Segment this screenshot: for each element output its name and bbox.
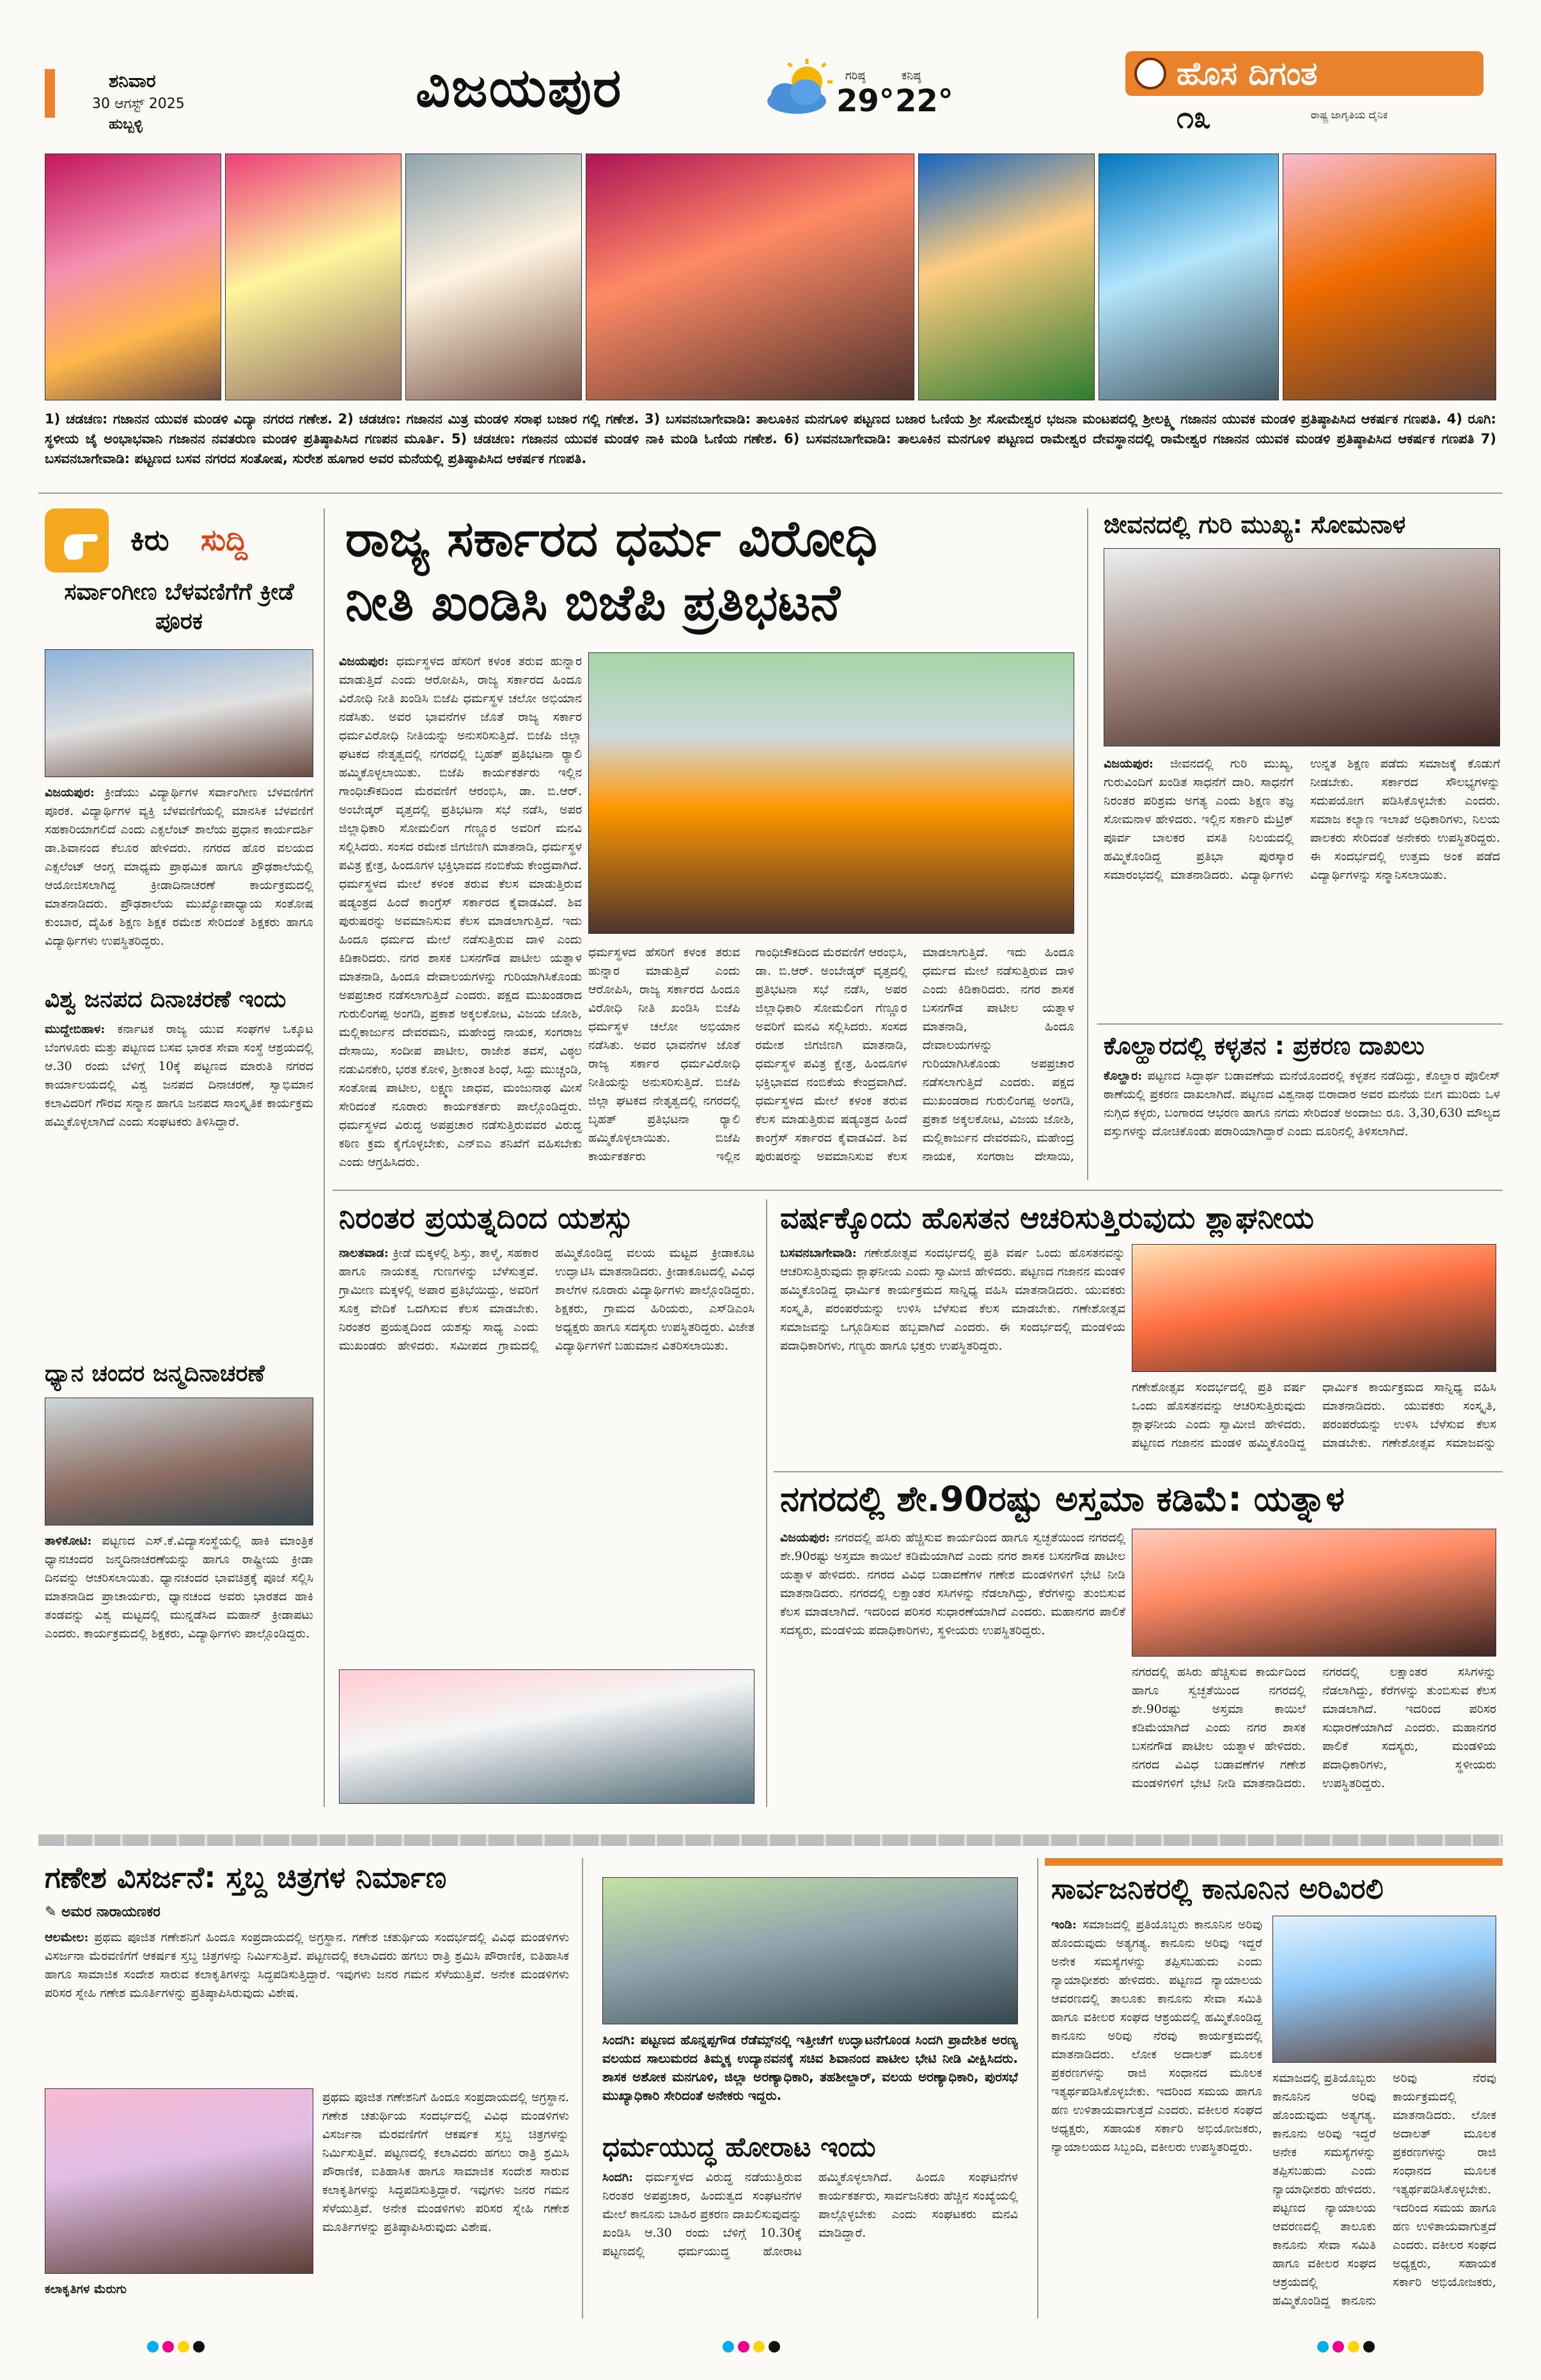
kanoon-story (1045, 1858, 1503, 2319)
kolhar-body-block (1104, 1067, 1500, 1182)
temp-max-label: ಗರಿಷ್ಠ (845, 69, 866, 83)
visarjan-headline: ಗಣೇಶ ವಿಸರ್ಜನೆ: ಸ್ತಬ್ದ ಚಿತ್ರಗಳ ನಿರ್ಮಾಣ (45, 1860, 447, 1895)
divider (774, 1471, 1503, 1472)
paper-logo (1125, 51, 1483, 96)
kolhar-headline: ಕೊಲ್ಹಾರದಲ್ಲಿ ಕಳ್ಳತನ : ಪ್ರಕರಣ ದಾಖಲು (1104, 1032, 1425, 1060)
ganesha-photo-6 (1099, 154, 1279, 400)
main-story-continued (588, 943, 1074, 1177)
sindagi-photo (602, 1877, 1018, 2024)
visarjan-dateline: ಆಲಮೇಲ: (45, 1930, 89, 1944)
divider (1097, 1023, 1503, 1025)
kanoon-photo (1272, 1916, 1496, 2063)
byline-pen-icon: ✎ (45, 1904, 62, 1920)
masthead-date: 30 ಆಗಸ್ಟ್ 2025 (92, 96, 185, 112)
visarjan-body-block (45, 1928, 569, 2082)
varsha-story (774, 1199, 1503, 1468)
temp-min: 22° (895, 83, 953, 119)
main-body-continued: ಧರ್ಮಸ್ಥಳದ ಹೆಸರಿಗೆ ಕಳಂಕ ತರುವ ಹುನ್ನಾರ ಮಾಡುತ್ತಿದೆ ಎಂದು ಆರೋಪಿಸಿ, ರಾಜ್ಯ ಸರ್ಕಾರದ ಹಿಂದೂ ವಿರೋಧಿ ನೀತಿ ಖಂಡಿಸಿ ಬಿಜೆಪಿ ಧರ್ಮಸ್ಥಳ ಚಲೋ ಅಭಿಯಾನ ನಡೆಸಿತು. ಅವರ ಭಾವನೆಗಳ ಜೊತೆ ರಾಜ್ಯ ಸರ್ಕಾರ ಧರ್ಮವಿರೋಧಿ ನೀತಿಯನ್ನು ಅನುಸರಿಸುತ್ತಿದೆ. ಬಿಜೆಪಿ ಜಿಲ್ಲಾ ಘಟಕದ ನೇತೃತ್ವದಲ್ಲಿ ನಗರದಲ್ಲಿ ಬೃಹತ್ ಪ್ರತಿಭಟನಾ ರ್‍ಯಾಲಿ ಹಮ್ಮಿಕೊಳ್ಳಲಾಯಿತು. ಬಿಜೆಪಿ ಕಾರ್ಯಕರ್ತರು ಇಲ್ಲಿನ ಗಾಂಧಿಚೌಕದಿಂದ ಮೆರವಣಿಗೆ ಆರಂಭಿಸಿ, ಡಾ. ಬಿ.ಆರ್. ಅಂಬೇಡ್ಕರ್ ವೃತ್ತದಲ್ಲಿ ಪ್ರತಿಭಟನಾ ಸಭೆ ನಡೆಸಿ, ಅಪರ ಜಿಲ್ಲಾಧಿಕಾರಿ ಸೋಮಲಿಂಗ ಗೆಣ್ಣೂರ ಅವರಿಗೆ ಮನವಿ ಸಲ್ಲಿಸಿದರು. ಸಂಸದ ರಮೇಶ ಜಿಗಜಿಣಗಿ ಮಾತನಾಡಿ, ಧರ್ಮಸ್ಥಳ ಪವಿತ್ರ ಕ್ಷೇತ್ರ, ಹಿಂದೂಗಳ ಭಕ್ತಿಭಾವದ ನಂಬಿಕೆಯ ಕೇಂದ್ರವಾಗಿದೆ. ಧರ್ಮಸ್ಥಳದ ಮೇಲೆ ಕಳಂಕ ತರುವ ಕೆಲಸ ಮಾಡುತ್ತಿರುವ ಷಡ್ಯಂತ್ರದ ಹಿಂದೆ ಕಾಂಗ್ರೆಸ್ ಸರ್ಕಾರದ ಕೈವಾಡವಿದೆ. ಶಿವ ಪುರುಷರನ್ನು ಅವಮಾನಿಸುವ ಕೆಲಸ ಮಾಡಲಾಗುತ್ತಿದೆ. ಇದು ಹಿಂದೂ ಧರ್ಮದ ಮೇಲೆ ನಡೆಸುತ್ತಿರುವ ದಾಳಿ ಎಂದು ಕಿಡಿಕಾರಿದರು. ನಗರ ಶಾಸಕ ಬಸನಗೌಡ ಪಾಟೀಲ ಯತ್ನಾಳ ಮಾತನಾಡಿ, ಹಿಂದೂ ದೇವಾಲಯಗಳನ್ನು ಗುರಿಯಾಗಿಸಿಕೊಂಡು ಅಪಪ್ರಚಾರ ನಡೆಸಲಾಗುತ್ತಿದೆ ಎಂದರು. ಪಕ್ಷದ ಮುಖಂಡರಾದ ಗುರುಲಿಂಗಪ್ಪ ಅಂಗಡಿ, ಪ್ರಕಾಶ ಅಕ್ಕಲಕೋಟ, ವಿಜಯ ಜೋಶಿ, ಮಲ್ಲಿಕಾರ್ಜುನ ದೇವರಮನಿ, ಮಹೇಂದ್ರ ನಾಯಕ, ಸಂಗರಾಜ ದೇಸಾಯಿ, (588, 945, 1074, 1163)
jeevan-body: ಜೀವನದಲ್ಲಿ ಗುರಿ ಮುಖ್ಯ, ಗುರುವಿಂದಿಗೆ ಖಂಡಿತ ಸಾಧನೆಗೆ ದಾರಿ. ಸಾಧನೆಗೆ ನಿರಂತರ ಪರಿಶ್ರಮ ಅಗತ್ಯ ಎಂದು ಶಿಕ್ಷಣ ತಜ್ಞ ಸೋಮನಾಳ ಹೇಳಿದರು. ಇಲ್ಲಿನ ಸರ್ಕಾರಿ ಮೆಟ್ರಿಕ್ ಪೂರ್ವ ಬಾಲಕರ ವಸತಿ ನಿಲಯದಲ್ಲಿ ಹಮ್ಮಿಕೊಂಡಿದ್ದ ಪ್ರತಿಭಾ ಪುರಸ್ಕಾರ ಸಮಾರಂಭದಲ್ಲಿ ಮಾತನಾಡಿದರು. ವಿದ್ಯಾರ್ಥಿಗಳು ಉನ್ನತ ಶಿಕ್ಷಣ ಪಡೆದು ಸಮಾಜಕ್ಕೆ ಕೊಡುಗೆ ನೀಡಬೇಕು. ಸರ್ಕಾರದ ಸೌಲಭ್ಯಗಳನ್ನು ಸದುಪಯೋಗ ಪಡಿಸಿಕೊಳ್ಳಬೇಕು ಎಂದರು. ಸಮಾಜ ಕಲ್ಯಾಣ ಇಲಾಖೆ ಅಧಿಕಾರಿಗಳು, ನಿಲಯ ಪಾಲಕರು ಸೇರಿದಂತೆ ಅನೇಕರು ಉಪಸ್ಥಿತರಿದ್ದರು. ಈ ಸಂದರ್ಭದಲ್ಲಿ ಉತ್ತಮ ಅಂಕ ಪಡೆದ ವಿದ್ಯಾರ್ಥಿಗಳನ್ನು ಸನ್ಮಾನಿಸಲಾಯಿತು. (1104, 757, 1500, 882)
kanoon-accent-bar (1045, 1858, 1503, 1866)
sindagi-body: ಧರ್ಮಸ್ಥಳದ ವಿರುದ್ಧ ನಡೆಯುತ್ತಿರುವ ನಿರಂತರ ಅಪಪ್ರಚಾರ, ಹಿಂದುತ್ವದ ಸಂಘಟನೆಗಳ ಮೇಲೆ ಕಾನೂನು ಬಾಹಿರ ಪ್ರಕರಣ ದಾಖಲಿಸುವುದನ್ನು ಖಂಡಿಸಿ ಆ.30 ರಂದು ಬೆಳಿಗ್ಗೆ 10.30ಕ್ಕೆ ಪಟ್ಟಣದಲ್ಲಿ ಧರ್ಮಯುದ್ಧ ಹೋರಾಟ ಹಮ್ಮಿಕೊಳ್ಳಲಾಗಿದೆ. ಹಿಂದೂ ಸಂಘಟನೆಗಳ ಕಾರ್ಯಕರ್ತರು, ಸಾರ್ವಜನಿಕರು ಹೆಚ್ಚಿನ ಸಂಖ್ಯೆಯಲ್ಲಿ ಪಾಲ್ಗೊಳ್ಳಬೇಕು ಎಂದು ಸಂಘಟಕರು ಮನವಿ ಮಾಡಿದ್ದಾರೆ. (602, 2170, 1018, 2258)
temp-min-label: ಕನಿಷ್ಠ (902, 69, 921, 83)
ganesha-photo-4 (586, 154, 914, 400)
kiru-photo-1 (45, 649, 313, 777)
varsha-headline: ವರ್ಷಕ್ಕೊಂದು ಹೊಸತನ ಆಚರಿಸುತ್ತಿರುವುದು ಶ್ಲಾಘನೀಯ (780, 1201, 1314, 1235)
bottom-band-rule (38, 1834, 1503, 1846)
paper-tagline: ರಾಷ್ಟ್ರ ಜಾಗೃತಿಯ ದೈನಿಕ (1311, 109, 1388, 121)
kiru-body-1: ಕ್ರೀಡೆಯು ವಿದ್ಯಾರ್ಥಿಗಳ ಸರ್ವಾಂಗೀಣ ಬೆಳವಣಿಗೆಗೆ ಪೂರಕ. ವಿದ್ಯಾರ್ಥಿಗಳ ವ್ಯಕ್ತಿ ಬೆಳವಣಿಗೆಯಲ್ಲಿ ಮಾನಸಿಕ ಬೆಳವಣಿಗೆ ಸಹಕಾರಿಯಾಗಲಿದೆ ಎಂದು ಎಕ್ಸಲೆಂಟ್ ಶಾಲೆಯ ಪ್ರಧಾನ ಕಾರ್ಯದರ್ಶಿ ಡಾ.ಶಿವಾನಂದ ಕೆಲೂರ ಹೇಳಿದರು. ನಗರದ ಹೊರ ವಲಯದ ಎಕ್ಸಲೆಂಟ್ ಆಂಗ್ಲ ಮಾಧ್ಯಮ ಪ್ರಾಥಮಿಕ ಹಾಗೂ ಪ್ರೌಢಶಾಲೆಯಲ್ಲಿ ಆಯೋಜಿಸಲಾಗಿದ್ದ ಕ್ರೀಡಾದಿನಾಚರಣೆ ಕಾರ್ಯಕ್ರಮದಲ್ಲಿ ಮಾತನಾಡಿದರು. ಪ್ರೌಢಶಾಲೆಯ ಮುಖ್ಯೋಪಾಧ್ಯಾಯ ಸಂತೋಷ ಕುಂಬಾರ, ದೈಹಿಕ ಶಿಕ್ಷಣ ಶಿಕ್ಷಕ ರಮೇಶ ಸೇರಿದಂತೆ ಶಿಕ್ಷಕರು ಹಾಗೂ ವಿದ್ಯಾರ್ಥಿಗಳು ಉಪಸ್ಥಿತರಿದ್ದರು. (45, 785, 313, 948)
temp-max: 29° (836, 83, 895, 119)
ganesha-photo-1 (45, 154, 221, 400)
nagara-body-continued (1132, 1663, 1496, 1807)
masthead-edition: ಹುಬ್ಬಳ್ಳಿ (109, 116, 143, 132)
main-headline-line-2: ನೀತಿ ಖಂಡಿಸಿ ಬಿಜೆಪಿ ಪ್ರತಿಭಟನೆ (345, 574, 840, 632)
hand-pointing-icon (45, 508, 109, 572)
visarjan-body-2: ಪ್ರಥಮ ಪೂಜಿತ ಗಣೇಶನಿಗೆ ಹಿಂದೂ ಸಂಪ್ರದಾಯದಲ್ಲಿ ಅಗ್ರಸ್ಥಾನ. ಗಣೇಶ ಚತುರ್ಥಿಯ ಸಂದರ್ಭದಲ್ಲಿ ವಿವಿಧ ಮಂಡಳಿಗಳು ವಿಸರ್ಜನಾ ಮೆರವಣಿಗೆಗೆ ಆಕರ್ಷಕ ಸ್ತಬ್ದ ಚಿತ್ರಗಳನ್ನು ನಿರ್ಮಿಸುತ್ತಿವೆ. ಪಟ್ಟಣದಲ್ಲಿ ಕಲಾವಿದರು ಹಗಲು ರಾತ್ರಿ ಶ್ರಮಿಸಿ ಪೌರಾಣಿಕ, ಐತಿಹಾಸಿಕ ಹಾಗೂ ಸಾಮಾಜಿಕ ಸಂದೇಶ ಸಾರುವ ಕಲಾಕೃತಿಗಳನ್ನು ಸಿದ್ಧಪಡಿಸುತ್ತಿದ್ದಾರೆ. ಇವುಗಳು ಜನರ ಗಮನ ಸೆಳೆಯುತ್ತಿವೆ. ಅನೇಕ ಮಂಡಳಿಗಳು ಪರಿಸರ ಸ್ನೇಹಿ ಗಣೇಶ ಮೂರ್ತಿಗಳನ್ನು ಪ್ರತಿಷ್ಠಾಪಿಸಿರುವುದು ವಿಶೇಷ. (322, 2090, 569, 2234)
nagara-dateline: ವಿಜಯಪುರ: (780, 1531, 830, 1545)
niranthara-headline: ನಿರಂತರ ಪ್ರಯತ್ನದಿಂದ ಯಶಸ್ಸು (339, 1201, 634, 1235)
divider (1087, 508, 1088, 1180)
masthead-day: ಶನಿವಾರ (109, 70, 156, 91)
niranthara-photo (339, 1669, 755, 1804)
jeevan-dateline: ವಿಜಯಪುರ: (1104, 757, 1154, 771)
jeevan-body-block (1104, 755, 1500, 1017)
jeevan-story (1097, 508, 1503, 1020)
niranthara-body: ಕ್ರೀಡೆ ಮಕ್ಕಳಲ್ಲಿ ಶಿಸ್ತು, ತಾಳ್ಮೆ, ಸಹಕಾರ ಹಾಗೂ ನಾಯಕತ್ವ ಗುಣಗಳನ್ನು ಬೆಳೆಸುತ್ತವೆ. ಗ್ರಾಮೀಣ ಮಕ್ಕಳಲ್ಲಿ ಅಪಾರ ಪ್ರತಿಭೆಯಿದ್ದು, ಅವರಿಗೆ ಸೂಕ್ತ ವೇದಿಕೆ ಒದಗಿಸುವ ಕೆಲಸ ಮಾಡಬೇಕು. ನಿರಂತರ ಪ್ರಯತ್ನದಿಂದ ಯಶಸ್ಸು ಸಾಧ್ಯ ಎಂದು ಮುಖಂಡರು ಹೇಳಿದರು. ಸಮೀಪದ ಗ್ರಾಮದಲ್ಲಿ ಹಮ್ಮಿಕೊಂಡಿದ್ದ ವಲಯ ಮಟ್ಟದ ಕ್ರೀಡಾಕೂಟ ಉದ್ಘಾಟಿಸಿ ಮಾತನಾಡಿದರು. ಕ್ರೀಡಾಕೂಟದಲ್ಲಿ ವಿವಿಧ ಶಾಲೆಗಳ ನೂರಾರು ವಿದ್ಯಾರ್ಥಿಗಳು ಪಾಲ್ಗೊಂಡಿದ್ದರು. ಶಿಕ್ಷಕರು, ಗ್ರಾಮದ ಹಿರಿಯರು, ಎಸ್‌ಡಿಎಂಸಿ ಅಧ್ಯಕ್ಷರು ಹಾಗೂ ಸದಸ್ಯರು ಉಪಸ್ಥಿತರಿದ್ದರು. ವಿಜೇತ ವಿದ್ಯಾರ್ಥಿಗಳಿಗೆ ಬಹುಮಾನ ವಿತರಿಸಲಾಯಿತು. (339, 1246, 755, 1353)
kiru-story-3 (45, 1532, 313, 1807)
kolhar-story (1097, 1030, 1503, 1183)
main-protest-photo (588, 652, 1074, 934)
page-number: ೧೩ (1177, 100, 1211, 136)
niranthara-body-block (339, 1244, 755, 1660)
kiru-logo-text-a: ಕಿರು (130, 523, 169, 557)
main-story (332, 508, 1081, 1180)
sindagi-body-block (602, 2168, 1018, 2315)
kanoon-body-continued (1272, 2069, 1496, 2315)
paper-name: ಹೊಸ ದಿಗಂತ (1177, 55, 1318, 92)
sindagi-dateline: ಸಿಂದಗಿ: (602, 2170, 634, 2184)
ganesha-caption: 1) ಚಡಚಣ: ಗಜಾನನ ಯುವಕ ಮಂಡಳಿ ವಿದ್ಯಾ ನಗರದ ಗಣೇಶ. 2) ಚಡಚಣ: ಗಜಾನನ ಮಿತ್ರ ಮಂಡಳಿ ಸರಾಫ ಬಜಾರ ಗಲ್ಲಿ ಗಣೇಶ. 3) ಬಸವನಬಾಗೇವಾಡಿ: ತಾಲೂಕಿನ ಮನಗೂಳಿ ಪಟ್ಟಣದ ಬಜಾರ ಓಣಿಯ ಶ್ರೀ ಸೋಮೇಶ್ವರ ಭಜನಾ ಮಂಟಪದಲ್ಲಿ ಶ್ರೀಲಕ್ಷ್ಮಿ ಗಜಾನನ ಯುವಕ ಮಂಡಳಿ ಪ್ರತಿಷ್ಠಾಪಿಸಿದ ಆಕರ್ಷಕ ಗಣಪತಿ. 4) ರೂಗಿ: ಸ್ಥಳೀಯ ಜೈ ಅಂಭಾಭವಾನಿ ಗಜಾನನ ನವತರುಣ ಮಂಡಳಿ ಪ್ರತಿಷ್ಠಾಪಿಸಿದ ಗಣಪನ ಮೂರ್ತಿ. 5) ಚಡಚಣ: ಗಜಾನನ ಯುವಕ ಮಂಡಳಿ ನಾಕಿ ಮಂಡಿ ಓಣಿಯ ಗಣೇಶ. 6) ಬಸವನಬಾಗೇವಾಡಿ: ತಾಲೂಕಿನ ಮನಗೂಳಿ ಪಟ್ಟಣದ ರಾಮೇಶ್ವರ ದೇವಸ್ಥಾನದಲ್ಲಿ ರಾಮೇಶ್ವರ ಗಜಾನನ ಯುವಕ ಮಂಡಳಿ ಪ್ರತಿಷ್ಠಾಪಿಸಿದ ಆಕರ್ಷಕ ಗಣಪತಿ 7) ಬಸವನಬಾಗೇವಾಡಿ: ಪಟ್ಟಣದ ಬಸವ ನಗರದ ಸಂತೋಷ, ಸುರೇಶ ಹೂಗಾರ ಅವರ ಮನೆಯಲ್ಲಿ ಪ್ರತಿಷ್ಠಾಪಿಸಿದ ಆಕರ್ಷಕ ಗಣಪತಿ. (45, 411, 1496, 466)
visarjan-photo-caption-block (45, 2280, 313, 2316)
ganesha-photo-5 (918, 154, 1095, 400)
varsha-body-block (780, 1244, 1125, 1465)
varsha-body-continued (1132, 1378, 1496, 1465)
kolhar-dateline: ಕೊಲ್ಹಾರ: (1104, 1069, 1143, 1083)
kanoon-body-block (1051, 1916, 1262, 2315)
kiru-photo-3 (45, 1398, 313, 1525)
kiru-headline-3: ಧ್ಯಾನ ಚಂದರ ಜನ್ಮದಿನಾಚರಣೆ (45, 1360, 265, 1387)
ganesha-photo-2 (225, 154, 402, 400)
kiru-dateline-3: ತಾಳಿಕೋಟಿ: (45, 1534, 92, 1548)
paper-logo-emblem-icon (1134, 58, 1166, 90)
varsha-photo (1132, 1244, 1496, 1372)
visarjan-photo-caption: ಕಲಾಕೃತಿಗಳ ಮೆರುಗು (45, 2282, 127, 2296)
visarjan-byline-name: ಅಮರ ನಾರಾಯಣಕರ (61, 1904, 160, 1920)
kiru-body-3: ಪಟ್ಟಣದ ಎಸ್.ಕೆ.ವಿದ್ಯಾಸಂಸ್ಥೆಯಲ್ಲಿ ಹಾಕಿ ಮಾಂತ್ರಿಕ ಧ್ಯಾನಚಂದರ ಜನ್ಮದಿನಾಚರಣೆಯನ್ನು ಹಾಗೂ ರಾಷ್ಟ್ರೀಯ ಕ್ರೀಡಾ ದಿನವನ್ನು ಆಚರಿಸಲಾಯಿತು. ಧ್ಯಾನಚಂದರ ಭಾವಚಿತ್ರಕ್ಕೆ ಪೂಜೆ ಸಲ್ಲಿಸಿ ಮಾತನಾಡಿದ ಪ್ರಾಚಾರ್ಯರು, ಧ್ಯಾನಚಂದ ಅವರು ಭಾರತದ ಹಾಕಿ ತಂಡವನ್ನು ವಿಶ್ವ ಮಟ್ಟದಲ್ಲಿ ಮುನ್ನಡೆಸಿದ ಮಹಾನ್ ಕ್ರೀಡಾಪಟು ಎಂದರು. ಕಾರ್ಯಕ್ರಮದಲ್ಲಿ ಶಿಕ್ಷಕರು, ವಿದ್ಯಾರ್ಥಿಗಳು ಪಾಲ್ಗೊಂಡಿದ್ದರು. (45, 1534, 313, 1641)
nagara-body-block (780, 1529, 1125, 1807)
kiru-headline-2: ವಿಶ್ವ ಜನಪದ ದಿನಾಚರಣೆ ಇಂದು (45, 986, 286, 1013)
sindagi-headline: ಧರ್ಮಯುದ್ಧ ಹೋರಾಟ ಇಂದು (602, 2131, 876, 2163)
kanoon-body-2: ಸಮಾಜದಲ್ಲಿ ಪ್ರತಿಯೊಬ್ಬರು ಕಾನೂನಿನ ಅರಿವು ಹೊಂದುವುದು ಅತ್ಯಗತ್ಯ. ಕಾನೂನು ಅರಿವು ಇದ್ದರೆ ಅನೇಕ ಸಮಸ್ಯೆಗಳನ್ನು ತಪ್ಪಿಸಬಹುದು ಎಂದು ನ್ಯಾಯಾಧೀಶರು ಹೇಳಿದರು. ಪಟ್ಟಣದ ನ್ಯಾಯಾಲಯ ಆವರಣದಲ್ಲಿ ತಾಲೂಕು ಕಾನೂನು ಸೇವಾ ಸಮಿತಿ ಹಾಗೂ ವಕೀಲರ ಸಂಘದ ಆಶ್ರಯದಲ್ಲಿ ಹಮ್ಮಿಕೊಂಡಿದ್ದ ಕಾನೂನು ಅರಿವು ನೆರವು ಕಾರ್ಯಕ್ರಮದಲ್ಲಿ ಮಾತನಾಡಿದರು. ಲೋಕ ಅದಾಲತ್ ಮೂಲಕ ಪ್ರಕರಣಗಳನ್ನು ರಾಜಿ ಸಂಧಾನದ ಮೂಲಕ ಇತ್ಯರ್ಥಪಡಿಸಿಕೊಳ್ಳಬೇಕು. ಇದರಿಂದ ಸಮಯ ಹಾಗೂ ಹಣ ಉಳಿತಾಯವಾಗುತ್ತದೆ ಎಂದರು. ವಕೀಲರ ಸಂಘದ ಅಧ್ಯಕ್ಷರು, ಸಹಾಯಕ ಸರ್ಕಾರಿ ಅಭಿಯೋಜಕರು, (1272, 2071, 1496, 2308)
ganesha-photo-3 (405, 154, 582, 400)
kiru-suddi-column (38, 508, 320, 1810)
kiru-dateline-2: ಮುದ್ದೇಬಿಹಾಳ: (45, 1022, 106, 1036)
main-headline-line-1: ರಾಜ್ಯ ಸರ್ಕಾರದ ಧರ್ಮ ವಿರೋಧಿ (345, 510, 877, 568)
visarjan-body-continued (322, 2088, 569, 2315)
sindagi-story (590, 1858, 1031, 2319)
main-dateline: ವಿಜಯಪುರ: (339, 654, 389, 668)
varsha-body: ಗಣೇಶೋತ್ಸವ ಸಂದರ್ಭದಲ್ಲಿ ಪ್ರತಿ ವರ್ಷ ಒಂದು ಹೊಸತನವನ್ನು ಆಚರಿಸುತ್ತಿರುವುದು ಶ್ಲಾಘನೀಯ ಎಂದು ಸ್ವಾಮೀಜಿ ಹೇಳಿದರು. ಪಟ್ಟಣದ ಗಜಾನನ ಮಂಡಳಿ ಹಮ್ಮಿಕೊಂಡಿದ್ದ ಧಾರ್ಮಿಕ ಕಾರ್ಯಕ್ರಮದ ಸಾನ್ನಿಧ್ಯ ವಹಿಸಿ ಮಾತನಾಡಿದರು. ಯುವಕರು ಸಂಸ್ಕೃತಿ, ಪರಂಪರೆಯನ್ನು ಉಳಿಸಿ ಬೆಳೆಸುವ ಕೆಲಸ ಮಾಡಬೇಕು. ಗಣೇಶೋತ್ಸವ ಸಮಾಜವನ್ನು ಒಗ್ಗೂಡಿಸುವ ಹಬ್ಬವಾಗಿದೆ ಎಂದರು. ಈ ಸಂದರ್ಭದಲ್ಲಿ ಮಂಡಳಿಯ ಪದಾಧಿಕಾರಿಗಳು, ಗಣ್ಯರು ಹಾಗೂ ಭಕ್ತರು ಉಪಸ್ಥಿತರಿದ್ದರು. (780, 1246, 1125, 1353)
visarjan-photo (45, 2088, 313, 2274)
niranthara-dateline: ನಾಲತವಾಡ: (339, 1246, 389, 1260)
divider (332, 1190, 1503, 1191)
divider (38, 493, 1503, 494)
divider (582, 1858, 583, 2319)
kanoon-body: ಸಮಾಜದಲ್ಲಿ ಪ್ರತಿಯೊಬ್ಬರು ಕಾನೂನಿನ ಅರಿವು ಹೊಂದುವುದು ಅತ್ಯಗತ್ಯ. ಕಾನೂನು ಅರಿವು ಇದ್ದರೆ ಅನೇಕ ಸಮಸ್ಯೆಗಳನ್ನು ತಪ್ಪಿಸಬಹುದು ಎಂದು ನ್ಯಾಯಾಧೀಶರು ಹೇಳಿದರು. ಪಟ್ಟಣದ ನ್ಯಾಯಾಲಯ ಆವರಣದಲ್ಲಿ ತಾಲೂಕು ಕಾನೂನು ಸೇವಾ ಸಮಿತಿ ಹಾಗೂ ವಕೀಲರ ಸಂಘದ ಆಶ್ರಯದಲ್ಲಿ ಹಮ್ಮಿಕೊಂಡಿದ್ದ ಕಾನೂನು ಅರಿವು ನೆರವು ಕಾರ್ಯಕ್ರಮದಲ್ಲಿ ಮಾತನಾಡಿದರು. ಲೋಕ ಅದಾಲತ್ ಮೂಲಕ ಪ್ರಕರಣಗಳನ್ನು ರಾಜಿ ಸಂಧಾನದ ಮೂಲಕ ಇತ್ಯರ್ಥಪಡಿಸಿಕೊಳ್ಳಬೇಕು. ಇದರಿಂದ ಸಮಯ ಹಾಗೂ ಹಣ ಉಳಿತಾಯವಾಗುತ್ತದೆ ಎಂದರು. ವಕೀಲರ ಸಂಘದ ಅಧ್ಯಕ್ಷರು, ಸಹಾಯಕ ಸರ್ಕಾರಿ ಅಭಿಯೋಜಕರು, ನ್ಯಾಯಾಲಯದ ಸಿಬ್ಬಂದಿ, ವಕೀಲರು ಉಪಸ್ಥಿತರಿದ್ದರು. (1051, 1918, 1262, 2154)
divider (1037, 1858, 1038, 2319)
kiru-story-2 (45, 1020, 313, 1378)
jeevan-headline: ಜೀವನದಲ್ಲಿ ಗುರಿ ಮುಖ್ಯ: ಸೋಮನಾಳ (1104, 510, 1406, 539)
masthead-city: ವಿಜಯಪುರ (416, 56, 623, 119)
masthead-accent-bar (45, 69, 55, 118)
kiru-dateline-1: ವಿಜಯಪುರ: (45, 785, 95, 800)
varsha-dateline: ಬಸವನಬಾಗೇವಾಡಿ: (780, 1246, 857, 1260)
kanoon-dateline: ಇಂಡಿ: (1051, 1918, 1077, 1932)
varsha-body-2: ಗಣೇಶೋತ್ಸವ ಸಂದರ್ಭದಲ್ಲಿ ಪ್ರತಿ ವರ್ಷ ಒಂದು ಹೊಸತನವನ್ನು ಆಚರಿಸುತ್ತಿರುವುದು ಶ್ಲಾಘನೀಯ ಎಂದು ಸ್ವಾಮೀಜಿ ಹೇಳಿದರು. ಪಟ್ಟಣದ ಗಜಾನನ ಮಂಡಳಿ ಹಮ್ಮಿಕೊಂಡಿದ್ದ ಧಾರ್ಮಿಕ ಕಾರ್ಯಕ್ರಮದ ಸಾನ್ನಿಧ್ಯ ವಹಿಸಿ ಮಾತನಾಡಿದರು. ಯುವಕರು ಸಂಸ್ಕೃತಿ, ಪರಂಪರೆಯನ್ನು ಉಳಿಸಿ ಬೆಳೆಸುವ ಕೆಲಸ ಮಾಡಬೇಕು. ಗಣೇಶೋತ್ಸವ ಸಮಾಜವನ್ನು (1132, 1380, 1496, 1450)
divider (766, 1199, 767, 1807)
main-story-lead (339, 652, 582, 1177)
nagara-photo (1132, 1529, 1496, 1657)
nagara-headline: ನಗರದಲ್ಲಿ ಶೇ.90ರಷ್ಟು ಅಸ್ತಮಾ ಕಡಿಮೆ: ಯತ್ನಾಳ (780, 1479, 1345, 1519)
nagara-body: ನಗರದಲ್ಲಿ ಹಸಿರು ಹೆಚ್ಚಿಸುವ ಕಾರ್ಯದಿಂದ ಹಾಗೂ ಸ್ವಚ್ಛತೆಯಿಂದ ನಗರದಲ್ಲಿ ಶೇ.90ರಷ್ಟು ಅಸ್ತಮಾ ಕಾಯಿಲೆ ಕಡಿಮೆಯಾಗಿದೆ ಎಂದು ನಗರ ಶಾಸಕ ಬಸನಗೌಡ ಪಾಟೀಲ ಯತ್ನಾಳ ಹೇಳಿದರು. ನಗರದ ವಿವಿಧ ಬಡಾವಣೆಗಳ ಗಣೇಶ ಮಂಡಳಿಗಳಿಗೆ ಭೇಟಿ ನೀಡಿ ಮಾತನಾಡಿದರು. ನಗರದಲ್ಲಿ ಲಕ್ಷಾಂತರ ಸಸಿಗಳನ್ನು ನೆಡಲಾಗಿದ್ದು, ಕೆರೆಗಳನ್ನು ತುಂಬಿಸುವ ಕೆಲಸ ಮಾಡಲಾಗಿದೆ. ಇದರಿಂದ ಪರಿಸರ ಸುಧಾರಣೆಯಾಗಿದೆ ಎಂದರು. ಮಹಾನಗರ ಪಾಲಿಕೆ ಸದಸ್ಯರು, ಮಂಡಳಿಯ ಪದಾಧಿಕಾರಿಗಳು, ಸ್ಥಳೀಯರು ಉಪಸ್ಥಿತರಿದ್ದರು. (780, 1531, 1125, 1637)
kiru-story-1 (45, 784, 313, 975)
visarjan-byline (45, 1904, 160, 1920)
registration-marks-left (147, 2341, 208, 2355)
kanoon-headline: ಸಾರ್ವಜನಿಕರಲ್ಲಿ ಕಾನೂನಿನ ಅರಿವಿರಲಿ (1051, 1873, 1384, 1905)
kiru-headline-1: ಸರ್ವಾಂಗೀಣ ಬೆಳವಣಿಗೆಗೆ ಕ್ರೀಡೆ ಪೂರಕ (64, 579, 294, 634)
ganesha-photo-7 (1283, 154, 1496, 400)
masthead (38, 38, 1503, 134)
nagara-story (774, 1478, 1503, 1810)
registration-marks-right (1317, 2341, 1379, 2355)
divider (324, 508, 325, 1807)
niranthara-story (332, 1199, 761, 1807)
main-body: ಧರ್ಮಸ್ಥಳದ ಹೆಸರಿಗೆ ಕಳಂಕ ತರುವ ಹುನ್ನಾರ ಮಾಡುತ್ತಿದೆ ಎಂದು ಆರೋಪಿಸಿ, ರಾಜ್ಯ ಸರ್ಕಾರದ ಹಿಂದೂ ವಿರೋಧಿ ನೀತಿ ಖಂಡಿಸಿ ಬಿಜೆಪಿ ಧರ್ಮಸ್ಥಳ ಚಲೋ ಅಭಿಯಾನ ನಡೆಸಿತು. ಅವರ ಭಾವನೆಗಳ ಜೊತೆ ರಾಜ್ಯ ಸರ್ಕಾರ ಧರ್ಮವಿರೋಧಿ ನೀತಿಯನ್ನು ಅನುಸರಿಸುತ್ತಿದೆ. ಬಿಜೆಪಿ ಜಿಲ್ಲಾ ಘಟಕದ ನೇತೃತ್ವದಲ್ಲಿ ನಗರದಲ್ಲಿ ಬೃಹತ್ ಪ್ರತಿಭಟನಾ ರ್‍ಯಾಲಿ ಹಮ್ಮಿಕೊಳ್ಳಲಾಯಿತು. ಬಿಜೆಪಿ ಕಾರ್ಯಕರ್ತರು ಇಲ್ಲಿನ ಗಾಂಧಿಚೌಕದಿಂದ ಮೆರವಣಿಗೆ ಆರಂಭಿಸಿ, ಡಾ. ಬಿ.ಆರ್. ಅಂಬೇಡ್ಕರ್ ವೃತ್ತದಲ್ಲಿ ಪ್ರತಿಭಟನಾ ಸಭೆ ನಡೆಸಿ, ಅಪರ ಜಿಲ್ಲಾಧಿಕಾರಿ ಸೋಮಲಿಂಗ ಗೆಣ್ಣೂರ ಅವರಿಗೆ ಮನವಿ ಸಲ್ಲಿಸಿದರು. ಸಂಸದ ರಮೇಶ ಜಿಗಜಿಣಗಿ ಮಾತನಾಡಿ, ಧರ್ಮಸ್ಥಳ ಪವಿತ್ರ ಕ್ಷೇತ್ರ, ಹಿಂದೂಗಳ ಭಕ್ತಿಭಾವದ ನಂಬಿಕೆಯ ಕೇಂದ್ರವಾಗಿದೆ. ಧರ್ಮಸ್ಥಳದ ಮೇಲೆ ಕಳಂಕ ತರುವ ಕೆಲಸ ಮಾಡುತ್ತಿರುವ ಷಡ್ಯಂತ್ರದ ಹಿಂದೆ ಕಾಂಗ್ರೆಸ್ ಸರ್ಕಾರದ ಕೈವಾಡವಿದೆ. ಶಿವ ಪುರುಷರನ್ನು ಅವಮಾನಿಸುವ ಕೆಲಸ ಮಾಡಲಾಗುತ್ತಿದೆ. ಇದು ಹಿಂದೂ ಧರ್ಮದ ಮೇಲೆ ನಡೆಸುತ್ತಿರುವ ದಾಳಿ ಎಂದು ಕಿಡಿಕಾರಿದರು. ನಗರ ಶಾಸಕ ಬಸನಗೌಡ ಪಾಟೀಲ ಯತ್ನಾಳ ಮಾತನಾಡಿ, ಹಿಂದೂ ದೇವಾಲಯಗಳನ್ನು ಗುರಿಯಾಗಿಸಿಕೊಂಡು ಅಪಪ್ರಚಾರ ನಡೆಸಲಾಗುತ್ತಿದೆ ಎಂದರು. ಪಕ್ಷದ ಮುಖಂಡರಾದ ಗುರುಲಿಂಗಪ್ಪ ಅಂಗಡಿ, ಪ್ರಕಾಶ ಅಕ್ಕಲಕೋಟ, ವಿಜಯ ಜೋಶಿ, ಮಲ್ಲಿಕಾರ್ಜುನ ದೇವರಮನಿ, ಮಹೇಂದ್ರ ನಾಯಕ, ಸಂಗರಾಜ ದೇಸಾಯಿ, ಸಂದೀಪ ಪಾಟೀಲ, ರಾಜೇಶ ತವಸೆ, ವಿಠ್ಠಲ ನಡುವಿನಕೇರಿ, ಭರತ ಕೋಳಿ, ಶ್ರೀಕಾಂತ ಶಿಂಧೆ, ಸಿದ್ದು ಮುಚ್ಚಂಡಿ, ಸಂತೋಷ ಪಾಟೀಲ, ಲಕ್ಷ್ಮಣ ಜಾಧವ, ಮಂಜುನಾಥ ಮೀಸೆ ಸೇರಿದಂತೆ ನೂರಾರು ಕಾರ್ಯಕರ್ತರು ಪಾಲ್ಗೊಂಡಿದ್ದರು. ಧರ್ಮಸ್ಥಳದ ವಿರುದ್ಧ ಅಪಪ್ರಚಾರ ನಡೆಸುತ್ತಿರುವವರ ವಿರುದ್ಧ ಕಠಿಣ ಕ್ರಮ ಕೈಗೊಳ್ಳಬೇಕು, ಎನ್‌ಐಎ ತನಿಖೆಗೆ ವಹಿಸಬೇಕು ಎಂದು ಆಗ್ರಹಿಸಿದರು. (339, 654, 582, 1169)
kiru-body-2: ಕರ್ನಾಟಕ ರಾಜ್ಯ ಯುವ ಸಂಘಗಳ ಒಕ್ಕೂಟ ಬೆಂಗಳೂರು ಮತ್ತು ಪಟ್ಟಣದ ಬಸವ ಭಾರತ ಸೇವಾ ಸಂಸ್ಥೆ ಆಶ್ರಯದಲ್ಲಿ ಆ.30 ರಂದು ಬೆಳಿಗ್ಗೆ 10ಕ್ಕೆ ಪಟ್ಟಣದ ಮಾರುತಿ ನಗರದ ಕಾರ್ಯಾಲಯದಲ್ಲಿ ವಿಶ್ವ ಜನಪದ ದಿನಾಚರಣೆ, ಸ್ವಾಭಿಮಾನ ಕಲಾವಿದರಿಗೆ ಗೌರವ ಸನ್ಮಾನ ಹಾಗೂ ಜನಪದ ಸಾಂಸ್ಕೃತಿಕ ಕಾರ್ಯಕ್ರಮ ಹಮ್ಮಿಕೊಳ್ಳಲಾಗಿದೆ ಎಂದು ಸಂಘಟಕರು ತಿಳಿಸಿದ್ದಾರೆ. (45, 1022, 313, 1129)
nagara-body-2: ನಗರದಲ್ಲಿ ಹಸಿರು ಹೆಚ್ಚಿಸುವ ಕಾರ್ಯದಿಂದ ಹಾಗೂ ಸ್ವಚ್ಛತೆಯಿಂದ ನಗರದಲ್ಲಿ ಶೇ.90ರಷ್ಟು ಅಸ್ತಮಾ ಕಾಯಿಲೆ ಕಡಿಮೆಯಾಗಿದೆ ಎಂದು ನಗರ ಶಾಸಕ ಬಸನಗೌಡ ಪಾಟೀಲ ಯತ್ನಾಳ ಹೇಳಿದರು. ನಗರದ ವಿವಿಧ ಬಡಾವಣೆಗಳ ಗಣೇಶ ಮಂಡಳಿಗಳಿಗೆ ಭೇಟಿ ನೀಡಿ ಮಾತನಾಡಿದರು. ನಗರದಲ್ಲಿ ಲಕ್ಷಾಂತರ ಸಸಿಗಳನ್ನು ನೆಡಲಾಗಿದ್ದು, ಕೆರೆಗಳನ್ನು ತುಂಬಿಸುವ ಕೆಲಸ ಮಾಡಲಾಗಿದೆ. ಇದರಿಂದ ಪರಿಸರ ಸುಧಾರಣೆಯಾಗಿದೆ ಎಂದರು. ಮಹಾನಗರ ಪಾಲಿಕೆ ಸದಸ್ಯರು, ಮಂಡಳಿಯ ಪದಾಧಿಕಾರಿಗಳು, ಸ್ಥಳೀಯರು ಉಪಸ್ಥಿತರಿದ್ದರು. (1132, 1665, 1496, 1790)
ganesha-photo-strip (45, 154, 1496, 403)
visarjan-body: ಪ್ರಥಮ ಪೂಜಿತ ಗಣೇಶನಿಗೆ ಹಿಂದೂ ಸಂಪ್ರದಾಯದಲ್ಲಿ ಅಗ್ರಸ್ಥಾನ. ಗಣೇಶ ಚತುರ್ಥಿಯ ಸಂದರ್ಭದಲ್ಲಿ ವಿವಿಧ ಮಂಡಳಿಗಳು ವಿಸರ್ಜನಾ ಮೆರವಣಿಗೆಗೆ ಆಕರ್ಷಕ ಸ್ತಬ್ದ ಚಿತ್ರಗಳನ್ನು ನಿರ್ಮಿಸುತ್ತಿವೆ. ಪಟ್ಟಣದಲ್ಲಿ ಕಲಾವಿದರು ಹಗಲು ರಾತ್ರಿ ಶ್ರಮಿಸಿ ಪೌರಾಣಿಕ, ಐತಿಹಾಸಿಕ ಹಾಗೂ ಸಾಮಾಜಿಕ ಸಂದೇಶ ಸಾರುವ ಕಲಾಕೃತಿಗಳನ್ನು ಸಿದ್ಧಪಡಿಸುತ್ತಿದ್ದಾರೆ. ಇವುಗಳು ಜನರ ಗಮನ ಸೆಳೆಯುತ್ತಿವೆ. ಅನೇಕ ಮಂಡಳಿಗಳು ಪರಿಸರ ಸ್ನೇಹಿ ಗಣೇಶ ಮೂರ್ತಿಗಳನ್ನು ಪ್ರತಿಷ್ಠಾಪಿಸಿರುವುದು ವಿಶೇಷ. (45, 1930, 569, 2000)
kolhar-body: ಪಟ್ಟಣದ ಸಿದ್ಧಾರ್ಥ ಬಡಾವಣೆಯ ಮನೆಯೊಂದರಲ್ಲಿ ಕಳ್ಳತನ ನಡೆದಿದ್ದು, ಕೊಲ್ಹಾರ ಪೊಲೀಸ್ ಠಾಣೆಯಲ್ಲಿ ಪ್ರಕರಣ ದಾಖಲಾಗಿದೆ. ಪಟ್ಟಣದ ವಿಶ್ವನಾಥ ಬಿರಾದಾರ ಅವರ ಮನೆಯ ಬೀಗ ಮುರಿದು ಒಳ ನುಗ್ಗಿದ ಕಳ್ಳರು, ಬಂಗಾರದ ಆಭರಣ ಹಾಗೂ ನಗದು ಸೇರಿದಂತೆ ಅಂದಾಜು ರೂ. 3,30,630 ಮೌಲ್ಯದ ವಸ್ತುಗಳನ್ನು ದೋಚಿಕೊಂಡು ಪರಾರಿಯಾಗಿದ್ದಾರೆ ಎಂದು ದೂರಿನಲ್ಲಿ ತಿಳಿಸಲಾಗಿದೆ. (1104, 1069, 1500, 1139)
visarjan-story (38, 1858, 575, 2319)
sindagi-caption: ಸಿಂದಗಿ: ಪಟ್ಟಣದ ಹೊನ್ನಪ್ಪಗೌಡ ರೆಡೆಮ್ಸ್‌ನಲ್ಲಿ ಇತ್ತೀಚೆಗೆ ಉದ್ಘಾಟನೆಗೊಂಡ ಸಿಂದಗಿ ಪ್ರಾದೇಶಿಕ ಅರಣ್ಯ ವಲಯದ ಸಾಲುಮರದ ತಿಮ್ಮಕ್ಕ ಉದ್ಯಾನವನಕ್ಕೆ ಸಚಿವ ಶಿವಾನಂದ ಪಾಟೀಲ ಭೇಟಿ ನೀಡಿ ವೀಕ್ಷಿಸಿದರು. ಶಾಸಕ ಅಶೋಕ ಮನಗೂಳಿ, ಜಿಲ್ಲಾ ಅರಣ್ಯಾಧಿಕಾರಿ, ತಹಶೀಲ್ದಾರ್, ವಲಯ ಅರಣ್ಯಾಧಿಕಾರಿ, ಪುರಸಭೆ ಮುಖ್ಯಾಧಿಕಾರಿ ಸೇರಿದಂತೆ ಅನೇಕರು ಇದ್ದರು. (602, 2032, 1018, 2103)
registration-marks-mid (723, 2341, 784, 2355)
jeevan-photo (1104, 548, 1500, 746)
kiru-logo-text-b: ಸುದ್ದಿ (201, 523, 247, 557)
weather-icon (761, 56, 838, 120)
kiru-logo (45, 508, 313, 572)
